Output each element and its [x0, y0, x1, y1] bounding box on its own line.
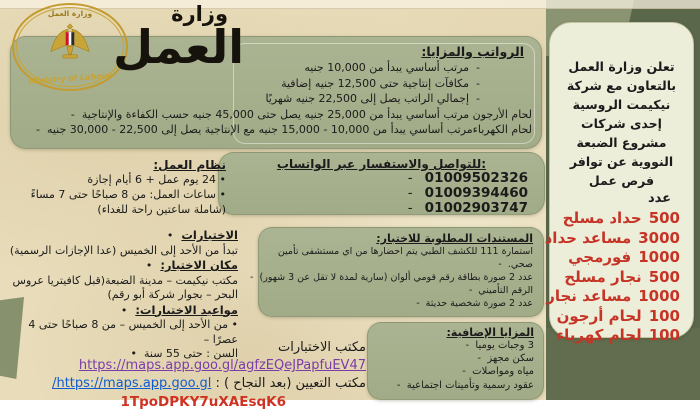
benefit-item: 3 وجبات يوميا - — [465, 340, 534, 351]
job-row — [550, 209, 680, 229]
whatsapp-number: - 01002903747 — [407, 199, 528, 216]
brand-calligraphy — [96, 0, 246, 88]
document-item: الرقم التأميني - — [468, 285, 533, 296]
egypt-eagle-icon — [49, 18, 91, 64]
bullet-marker: • — [120, 303, 128, 317]
job-row — [550, 248, 680, 268]
benefits-box — [367, 322, 544, 400]
work-system-item: • 24 يوم عمل + 6 أيام إجازة — [87, 173, 226, 186]
bullet-marker: • — [145, 259, 153, 272]
exam-office-link[interactable]: https://maps.app.goo.gl/agfzEQeJPapfuEV47 — [78, 358, 366, 373]
salary-item: - مرتب أساسي يبدأ من 10,000 جنيه — [304, 61, 480, 74]
benefits-title: المزايا الإضافية: — [446, 326, 534, 339]
job-count: 1000 — [638, 248, 680, 266]
job-count: 500 — [648, 209, 680, 227]
dash-marker: - — [407, 199, 413, 216]
documents-title: المستندات المطلوبة للاختبار: — [376, 232, 533, 245]
salary-item: - مكافآت إنتاجية حتى 12,500 جنيه إضافية — [281, 76, 480, 90]
job-count: 500 — [648, 267, 680, 286]
dash-marker: - — [407, 170, 413, 186]
whatsapp-number: - 01009394460 — [407, 184, 528, 201]
brand-word-wizara: وزارة — [171, 2, 228, 26]
job-title: لحام كهرباء — [556, 326, 642, 344]
announcement-intro: تعلن وزارة العمل بالتعاون مع شركة نيكيمت الروسية إحدى شركات مشروع الضبعة النووية عن توافر فرص عمل — [566, 59, 677, 188]
document-item: عدد 2 صورة بطاقة رقم قومي ألوان (سارية لمدة لا تقل عن 3 شهور) - — [250, 272, 533, 283]
logo-arabic-name: وزارة العمل — [47, 9, 93, 18]
work-system-item: • ساعات العمل: من 8 صباحًا حتى 7 مساءً — [30, 188, 226, 201]
salary-item: لحام الكهرباءمرتب أساسي يبدأ من 10,000 - 15,000 جنيه مع الإنتاجية يصل إلى 22,500 - 30,000 جنيه - — [35, 123, 532, 136]
job-title: فورمجي — [568, 248, 632, 266]
job-title: مساعد نجار — [546, 287, 632, 305]
exam-office-link-line — [18, 339, 366, 375]
announcement-count-label: عدد — [647, 191, 671, 206]
hiring-office-link-code: 1TpoDPKY7uXAEsqK6 — [120, 394, 286, 410]
hiring-office-link-line — [18, 375, 366, 393]
exam-location-title-line — [0, 258, 238, 274]
benefit-item: سكن مجهز - — [477, 353, 534, 365]
links-block — [18, 339, 366, 411]
job-title: حداد مسلح — [562, 209, 642, 227]
job-title: لحام أرجون — [556, 306, 642, 325]
salary-title: الرواتب والمزايا: — [421, 44, 524, 59]
work-system-section — [28, 158, 226, 217]
exams-title: الاختبارات — [181, 228, 238, 242]
whatsapp-number: - 01009502326 — [407, 170, 528, 186]
exam-office-label: مكتب الاختبارات — [278, 340, 366, 355]
job-row — [550, 307, 680, 327]
documents-box — [250, 227, 544, 317]
job-count: 100 — [648, 326, 680, 344]
job-row — [544, 228, 680, 249]
bullet-marker: • — [166, 229, 174, 242]
work-system-title: نظام العمل: — [153, 158, 226, 172]
salary-item: - إجمالي الراتب يصل إلى 22,500 جنيه شهريًا — [265, 92, 480, 105]
benefit-item: عقود رسمية وتأمينات اجتماعية - — [396, 379, 534, 391]
whatsapp-title: للتواصل والاستفسار عبر الواتساب: — [276, 157, 487, 171]
exam-location-line: مكتب نيكيمت – مدينة الضبعة(قبل كافيتريا عروس البحر – بجوار شركة أبو رقم) — [12, 273, 238, 301]
exams-start-line: تبدأ من الأحد إلى الخميس (عدا الإجازات الرسمية) — [9, 243, 238, 257]
job-count: 3000 — [638, 228, 680, 247]
job-row — [546, 287, 680, 307]
salary-item: لحام الأرجون مرتب أساسي يبدأ من 25,000 جنيه يصل حتى 45,000 جنيه حسب الكفاءة والإنتاجية - — [70, 107, 532, 121]
logo-english-name: Ministry of Labour — [28, 71, 112, 86]
whatsapp-contact-box — [218, 152, 545, 215]
document-item: استمارة 111 للكشف الطبي يتم احضارها من اي مستشفى تأمين صحي. - — [277, 246, 533, 270]
job-count: 1000 — [638, 287, 680, 305]
exams-title-line — [0, 228, 238, 244]
job-row — [550, 268, 680, 288]
exam-location-title: مكان الاختبار: — [160, 258, 238, 272]
job-row — [550, 326, 680, 346]
exam-schedule-title: مواعيد الاختبارات: — [135, 302, 238, 317]
job-count: 100 — [648, 306, 680, 325]
exam-age-line: السن : حتى 55 سنة • — [130, 347, 238, 360]
exam-schedule-line: • من الأحد إلى الخميس – من 8 صباحًا حتى 4 عصرًا – — [28, 318, 238, 346]
exam-schedule-title-line — [0, 303, 238, 319]
hiring-office-label: مكتب التعيين (بعد النجاح ) : — [215, 376, 366, 391]
brand-word-amal: العمل — [113, 20, 244, 74]
job-title: نجار مسلح — [564, 267, 642, 286]
benefit-item: مياه ومواصلات - — [462, 366, 534, 378]
job-title: مساعد حداد — [544, 228, 632, 247]
document-item: عدد 2 صورة شخصية حديثة - — [416, 298, 533, 309]
work-system-item: (شاملة ساعتين راحة للغداء) — [97, 203, 226, 216]
job-quota-list — [544, 209, 693, 346]
hiring-office-link[interactable]: https://maps.app.goo.gl/ — [52, 376, 212, 391]
dash-marker: - — [407, 184, 413, 201]
announcement-panel — [544, 22, 694, 344]
